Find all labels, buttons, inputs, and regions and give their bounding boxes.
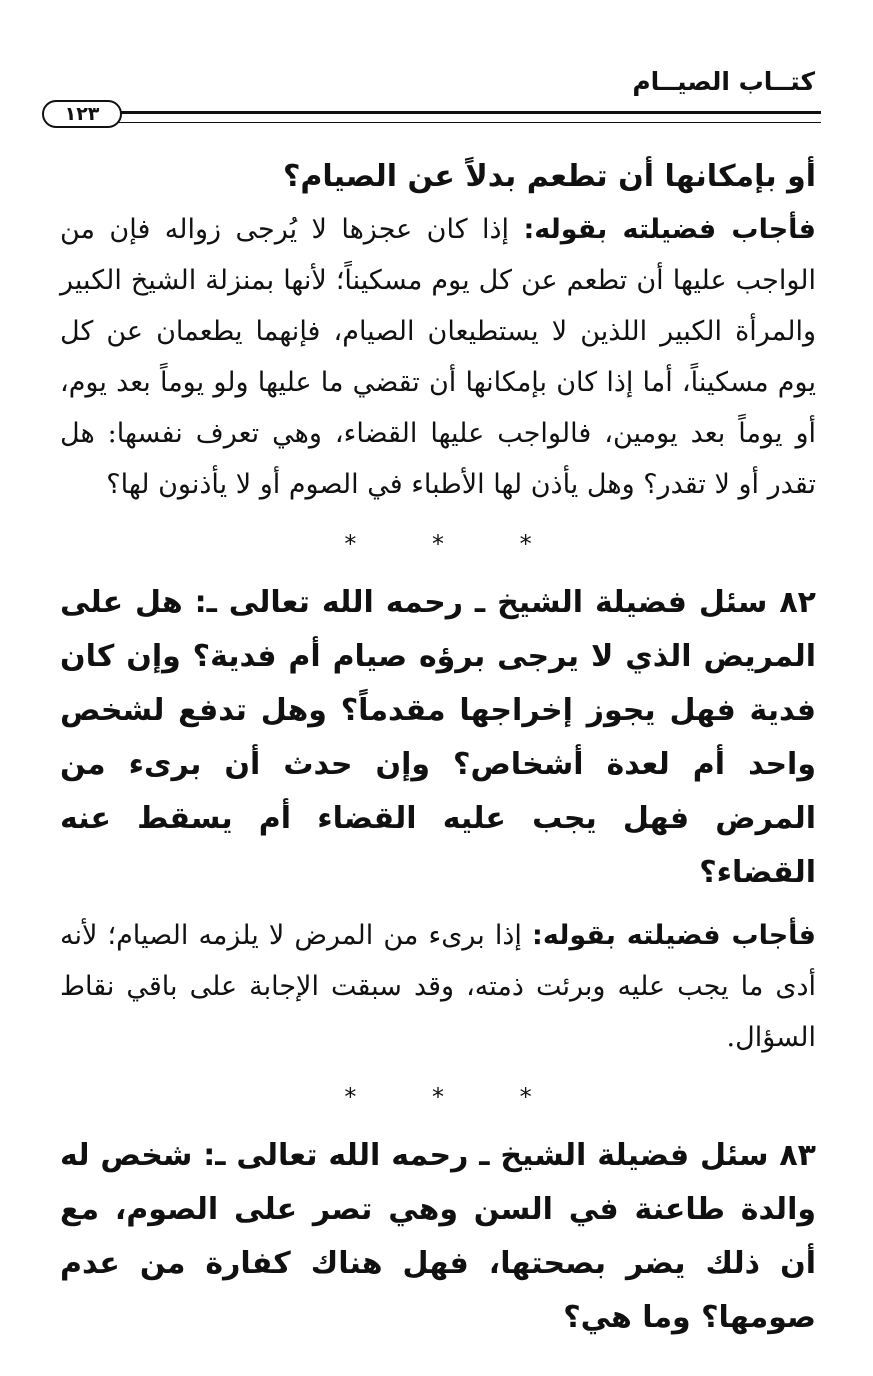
question-text: سئل فضيلة الشيخ ـ رحمه الله تعالى ـ: شخص له والدة طاعنة في السن وهي تصر على الصوم، مع أن ذلك يضر بصحتها، فهل هناك كفارة من عدم صومها؟ وما هي؟ [60, 1138, 816, 1335]
answer-paragraph [60, 204, 816, 510]
section-separator: * * * [344, 530, 566, 558]
answer-text: إذا برىء من المرض لا يلزمه الصيام؛ لأنه أدى ما يجب عليه وبرئت ذمته، وقد سبقت الإجابة على باقي نقاط السؤال. [60, 920, 816, 1053]
question-83 [60, 1129, 816, 1345]
answer-intro: فأجاب فضيلته بقوله: [523, 214, 816, 245]
answer-text: إذا كان عجزها لا يُرجى زواله فإن من الواجب عليها أن تطعم عن كل يوم مسكيناً؛ لأنها بمنزلة الشيخ الكبير والمرأة الكبير اللذين لا يستطيعان الصيام، فإنهما يطعمان عن كل يوم مسكيناً، أما إذا كان بإمكانها أن تقضي ما عليها ولو يوماً بعد يوم، أو يوماً بعد يومين، فالواجب عليها القضاء، وهي تعرف نفسها: هل تقدر أو لا تقدر؟ وهل يأذن لها الأطباء في الصوم أو لا يأذنون لها؟ [60, 214, 816, 500]
question-text: أو بإمكانها أن تطعم بدلاً عن الصيام؟ [282, 159, 816, 194]
running-title: كتــاب الصيــام [632, 67, 815, 96]
question-text: سئل فضيلة الشيخ ـ رحمه الله تعالى ـ: هل على المريض الذي لا يرجى برؤه صيام أم فدية؟ وإن كان فدية فهل يجوز إخراجها مقدماً؟ وهل تدفع لشخص واحد أم لعدة أشخاص؟ وإن حدث أن برىء من المرض فهل يجب عليه القضاء أم يسقط عنه القضاء؟ [60, 585, 816, 890]
answer-82 [60, 910, 816, 1063]
header-rule [118, 111, 821, 123]
question-continuation [60, 150, 816, 204]
question-number: ٨٢ [779, 585, 816, 620]
page-content [60, 150, 816, 1345]
page-number: ١٢٣ [42, 100, 122, 128]
question-82 [60, 576, 816, 900]
section-separator: * * * [344, 1083, 566, 1111]
answer-intro: فأجاب فضيلته بقوله: [532, 920, 816, 951]
question-number: ٨٣ [779, 1138, 816, 1173]
